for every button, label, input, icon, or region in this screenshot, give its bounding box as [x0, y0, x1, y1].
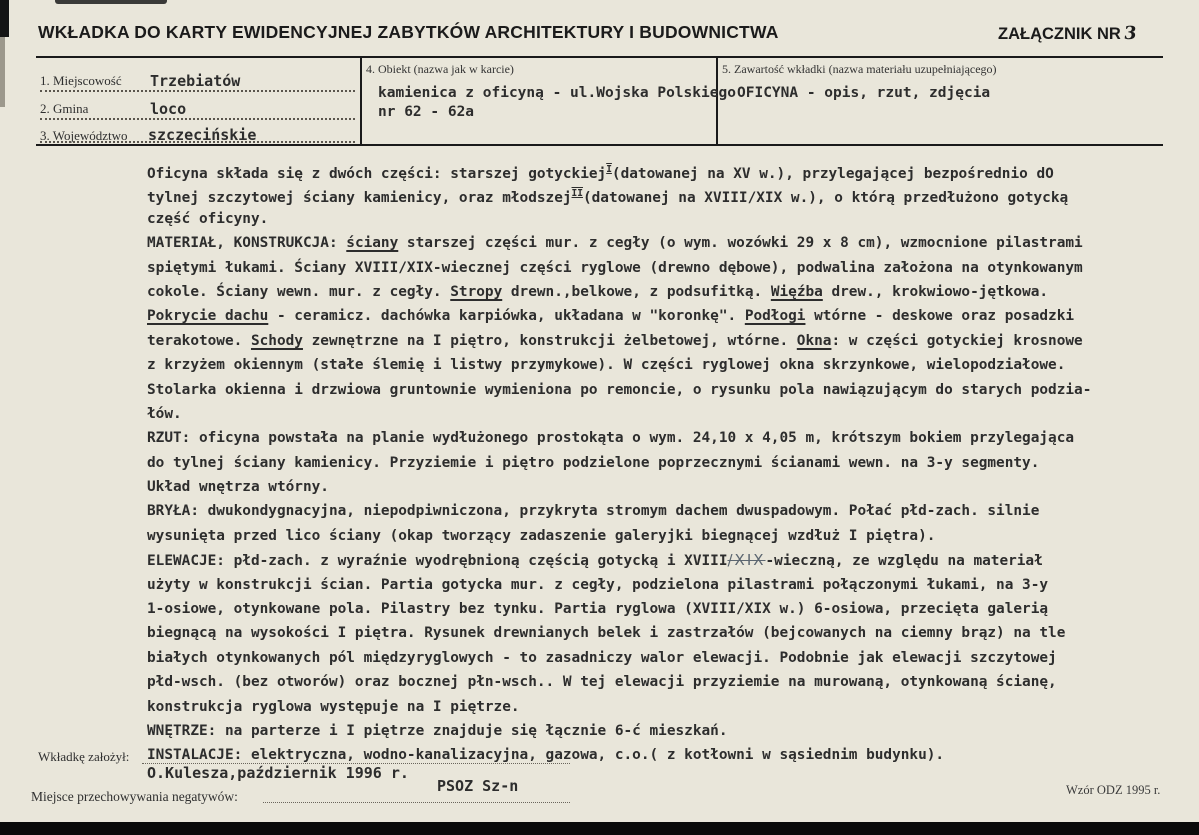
body-text-segment: zewnętrzne na I piętro, konstrukcji żelbetowej, wtórne. — [302, 332, 797, 349]
footnote-marker: I — [606, 164, 612, 175]
dotted-line — [142, 749, 570, 764]
body-text-segment: Więźba — [770, 283, 823, 300]
body-text-segment: Podłogi — [744, 308, 806, 325]
body-line — [147, 426, 1127, 450]
body-text-segment: cokole. Ściany wewn. mur. z cegły. — [147, 283, 451, 300]
body-text-segment: spiętymi łukami. Ściany XVIII/XIX-wiecznej części ryglowe (drewno dębowe), podwalina założona na otynkowanym — [147, 259, 1083, 276]
body-text-segment: wtórne - deskowe oraz posadzki — [805, 308, 1075, 325]
body-text-segment: do tylnej ściany kamienicy. Przyziemie i piętro podzielone poprzecznymi ścianami wewn. na 3-y segmenty. — [147, 454, 1040, 471]
body-text-segment: - ceramicz. dachówka karpiówka, układana w "koronkę". — [268, 308, 745, 325]
field-value-zawartosc: OFICYNA - opis, rzut, zdjęcia — [737, 85, 991, 101]
body-line — [147, 378, 1127, 402]
body-text-segment: drew., krokwiowo-jętkowa. — [822, 283, 1049, 300]
body-text-segment: tylnej szczytowej ściany kamienicy, oraz młodszej — [147, 190, 572, 207]
body-line — [147, 621, 1127, 645]
body-text-segment: terakotowe. — [147, 332, 251, 349]
scan-edge-bar — [0, 822, 1199, 835]
body-line — [147, 695, 1127, 719]
body-text-segment: Pokrycie dachu — [147, 308, 269, 325]
body-line — [147, 182, 1127, 206]
body-line — [147, 304, 1127, 328]
body-line — [147, 280, 1127, 304]
body-text-segment: z krzyżem okiennym (stałe ślemię i listwy przymykowe). W części ryglowej okna skrzynkowe, wielopodziałowe. — [147, 357, 1066, 374]
body-text-segment: płd-wsch. (bez otworów) oraz bocznej płn-wsch.. W tej elewacji przyziemie na murowaną, otynkowaną ścianę, — [147, 674, 1057, 691]
annex-number: 3 — [1122, 23, 1138, 44]
founder-value: O.Kulesza,październik 1996 r. — [147, 764, 409, 782]
body-line — [147, 524, 1127, 548]
body-text-segment: RZUT: oficyna powstała na planie wydłużonego prostokąta o wym. 24,10 x 4,05 m, krótszym bokiem przylegająca — [147, 430, 1075, 447]
body-text-segment: Stolarka okienna i drzwiowa gruntownie wymieniona po remoncie, o rysunku pola nawiązującym do starych podzia- — [147, 381, 1092, 398]
form-note: Wzór ODZ 1995 r. — [1066, 783, 1161, 797]
body-text-segment: konstrukcja ryglowa występuje na I piętrze. — [147, 698, 520, 715]
body-line — [147, 158, 1127, 182]
founder-label: Wkładkę założył: — [38, 749, 130, 764]
scan-artifact — [55, 0, 167, 4]
field-label-zawartosc: 5. Zawartość wkładki (nazwa materiału uzupełniającego) — [722, 62, 997, 76]
body-text-segment: drewn.,belkowe, z podsufitką. — [502, 283, 771, 300]
scan-artifact — [0, 0, 9, 37]
body-text-segment: ściany — [346, 235, 399, 252]
body-text-segment: ELEWACJE: płd-zach. z wyraźnie wyodrębnioną częścią gotycką i XVIII — [147, 553, 728, 570]
handwritten-correction: /XIX — [727, 551, 766, 570]
body-line — [147, 231, 1127, 255]
body-line — [147, 207, 1127, 231]
field-label-obiekt: 4. Obiekt (nazwa jak w karcie) — [366, 62, 514, 76]
negatives-label: Miejsce przechowywania negatywów: — [31, 789, 238, 804]
body-text-segment: INSTALACJE: elektryczna, wodno-kanalizacyjna, gazowa, c.o.( z kotłowni w sąsiednim budynku). — [147, 747, 945, 764]
field-value-obiekt-line1: kamienica z oficyną - ul.Wojska Polskiego — [378, 85, 736, 101]
footnote-marker: II — [571, 188, 583, 200]
body-text-segment: biegnącą na wysokości I piętra. Rysunek drewnianych belek i zastrzałów (bejcowanych na ciemny brąz) na tle — [147, 625, 1066, 642]
body-text-segment: (datowanej na XV w.), przylegającej bezpośrednio dO — [611, 166, 1054, 182]
body-text-segment: Układ wnętrza wtórny. — [147, 479, 329, 496]
annex-text: ZAŁĄCZNIK NR — [998, 25, 1121, 43]
body-text-segment: Schody — [250, 332, 303, 349]
body-line — [147, 646, 1127, 670]
body-line — [147, 597, 1127, 621]
body-text-segment: Stropy — [450, 283, 503, 300]
body-line — [147, 353, 1127, 377]
body-line — [147, 548, 1127, 572]
rule-top — [36, 56, 1163, 58]
body-text-segment: -wieczną, ze względu na materiał — [765, 553, 1043, 570]
field-label-miejscowosc: 1. Miejscowość — [40, 73, 122, 88]
body-text-segment: BRYŁA: dwukondygnacyjna, niepodpiwniczona, przykryta stromym dachem dwuspadowym. Połać płd-zach. silnie — [147, 503, 1040, 520]
body-text-segment: Okna — [796, 332, 832, 349]
body-line — [147, 475, 1127, 499]
body-line — [147, 256, 1127, 280]
body-text-segment: wysunięta przed lico ściany (okap tworzący zadaszenie galeryjki biegnącej wzdłuż I piętra). — [147, 527, 936, 544]
field-value-gmina: loco — [150, 100, 187, 118]
field-value-miejscowosc: Trzebiatów — [150, 72, 241, 90]
body-text-segment: 1-osiowe, otynkowane pola. Pilastry bez tynku. Partia ryglowa (XVIII/XIX w.) 6-osiowa, przecięta galerią — [147, 601, 1049, 618]
dotted-line — [40, 90, 355, 92]
dotted-line — [40, 118, 355, 120]
body-text-segment: : w części gotyckiej krosnowe — [831, 332, 1083, 349]
field-label-wojewodztwo: 3. Województwo — [40, 128, 128, 143]
body-text-segment: Oficyna składa się z dwóch części: starszej gotyckiej — [147, 166, 607, 182]
page-title: WKŁADKA DO KARTY EWIDENCYJNEJ ZABYTKÓW ARCHITEKTURY I BUDOWNICTWA — [38, 22, 779, 42]
body-text-segment: WNĘTRZE: na parterze i I piętrze znajduje się łącznie 6-ć mieszkań. — [147, 722, 728, 739]
body-text-segment: (datowanej na XVIII/XIX w.), o którą przedłużono gotycką — [582, 190, 1069, 207]
body-text-segment: białych otynkowanych pól międzyryglowych - to zasadniczy walor elewacji. Podobnie jak elewacji szczytowej — [147, 649, 1057, 666]
body-text-segment: MATERIAŁ, KONSTRUKCJA: — [147, 235, 347, 252]
body-line — [147, 719, 1127, 743]
form-divider-1 — [360, 56, 362, 146]
body-text-segment: część oficyny. — [147, 210, 269, 227]
body-line — [147, 499, 1127, 523]
form-divider-2 — [716, 56, 718, 146]
body-line — [147, 573, 1127, 597]
negatives-value: PSOZ Sz-n — [437, 777, 519, 795]
body-line — [147, 670, 1127, 694]
field-value-obiekt-line2: nr 62 - 62a — [378, 104, 475, 120]
field-label-gmina: 2. Gmina — [40, 101, 89, 116]
dotted-line — [263, 789, 570, 803]
body-line — [147, 329, 1127, 353]
body-text — [147, 158, 1127, 768]
body-line — [147, 451, 1127, 475]
body-text-segment: starszej części mur. z cegły (o wym. wozówki 29 x 8 cm), wzmocnione pilastrami — [398, 235, 1083, 252]
rule-form-bottom — [36, 144, 1163, 146]
annex-label — [998, 23, 1136, 44]
body-text-segment: użyty w konstrukcji ścian. Partia gotycka mur. z cegły, podzielona pilastrami połączonymi łukami, na 3-y — [147, 576, 1049, 593]
body-line — [147, 402, 1127, 426]
body-text-segment: łów. — [147, 405, 182, 422]
field-value-wojewodztwo: szczecińskie — [148, 126, 257, 144]
scan-artifact — [0, 37, 5, 107]
